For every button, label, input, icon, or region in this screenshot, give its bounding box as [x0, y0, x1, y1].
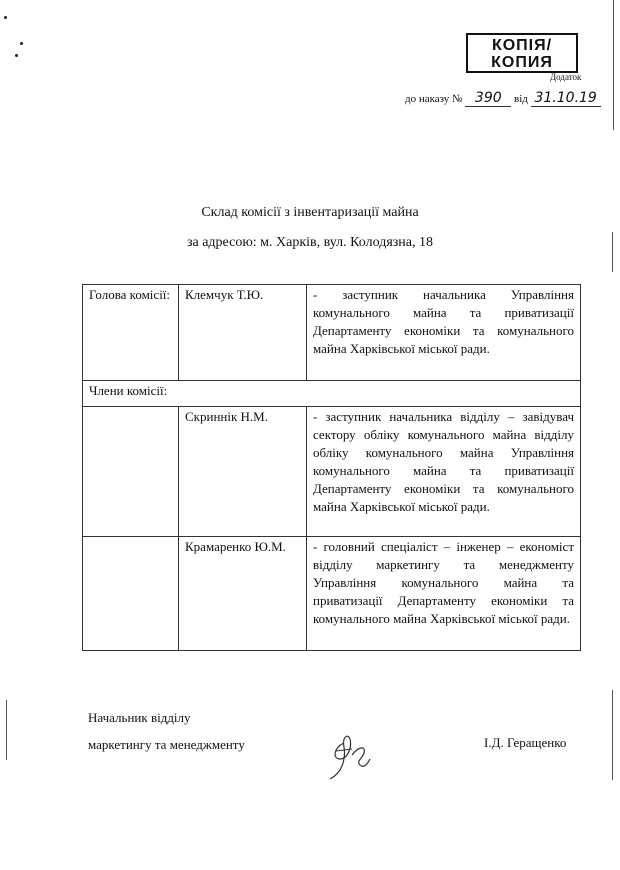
- table-row: [83, 537, 581, 651]
- scan-edge-line: [612, 690, 613, 780]
- scan-edge-line: [6, 700, 7, 760]
- order-number: 390: [465, 90, 511, 107]
- head-name: Клемчук Т.Ю.: [179, 285, 307, 381]
- table-row: [83, 407, 581, 537]
- stamp-line-2: КОПИЯ: [491, 54, 553, 71]
- scan-speck: [4, 16, 7, 19]
- copy-stamp: [466, 33, 578, 73]
- document-subtitle: за адресою: м. Харків, вул. Колодязна, 18: [186, 235, 434, 250]
- addendum-label: Додаток: [550, 72, 582, 82]
- document-title: Склад комісії з інвентаризації майна: [201, 205, 419, 220]
- scan-speck: [15, 54, 18, 57]
- commission-table: [82, 284, 581, 651]
- empty-cell: [83, 537, 179, 651]
- scan-speck: [20, 42, 23, 45]
- signatory-name: І.Д. Геращенко: [484, 735, 567, 750]
- member-name: Крамаренко Ю.М.: [179, 537, 307, 651]
- footer-position-line-2: маркетингу та менеджменту: [88, 737, 245, 752]
- empty-cell: [83, 407, 179, 537]
- order-date-prefix: від: [514, 93, 528, 105]
- table-row: [83, 381, 581, 407]
- handwritten-signature: [322, 725, 382, 785]
- member-position: - заступник начальника відділу – завідувач сектору обліку комунального майна відділу обліку комунального майна Управління комунального майна та приватизації Департаменту економіки та комунального майна Харківської міської ради.: [307, 407, 581, 537]
- members-label: Члени комісії:: [83, 381, 581, 407]
- order-date: 31.10.19: [531, 90, 601, 107]
- stamp-line-1: КОПІЯ/: [491, 37, 553, 54]
- member-name: Скриннік Н.М.: [179, 407, 307, 537]
- table-row: [83, 285, 581, 381]
- member-position: - головний спеціаліст – інженер – економіст відділу маркетингу та менеджменту Управління комунального майна та приватизації Департаменту економіки та комунального майна Харківської міської ради.: [307, 537, 581, 651]
- order-reference: [405, 90, 601, 107]
- footer-position-line-1: Начальник відділу: [88, 710, 191, 725]
- order-prefix: до наказу №: [405, 93, 463, 105]
- scan-edge-line: [613, 0, 614, 130]
- head-label: Голова комісії:: [83, 285, 179, 381]
- head-position: - заступник начальника Управління комунального майна та приватизації Департаменту економіки та комунального майна Харківської міської ради.: [307, 285, 581, 381]
